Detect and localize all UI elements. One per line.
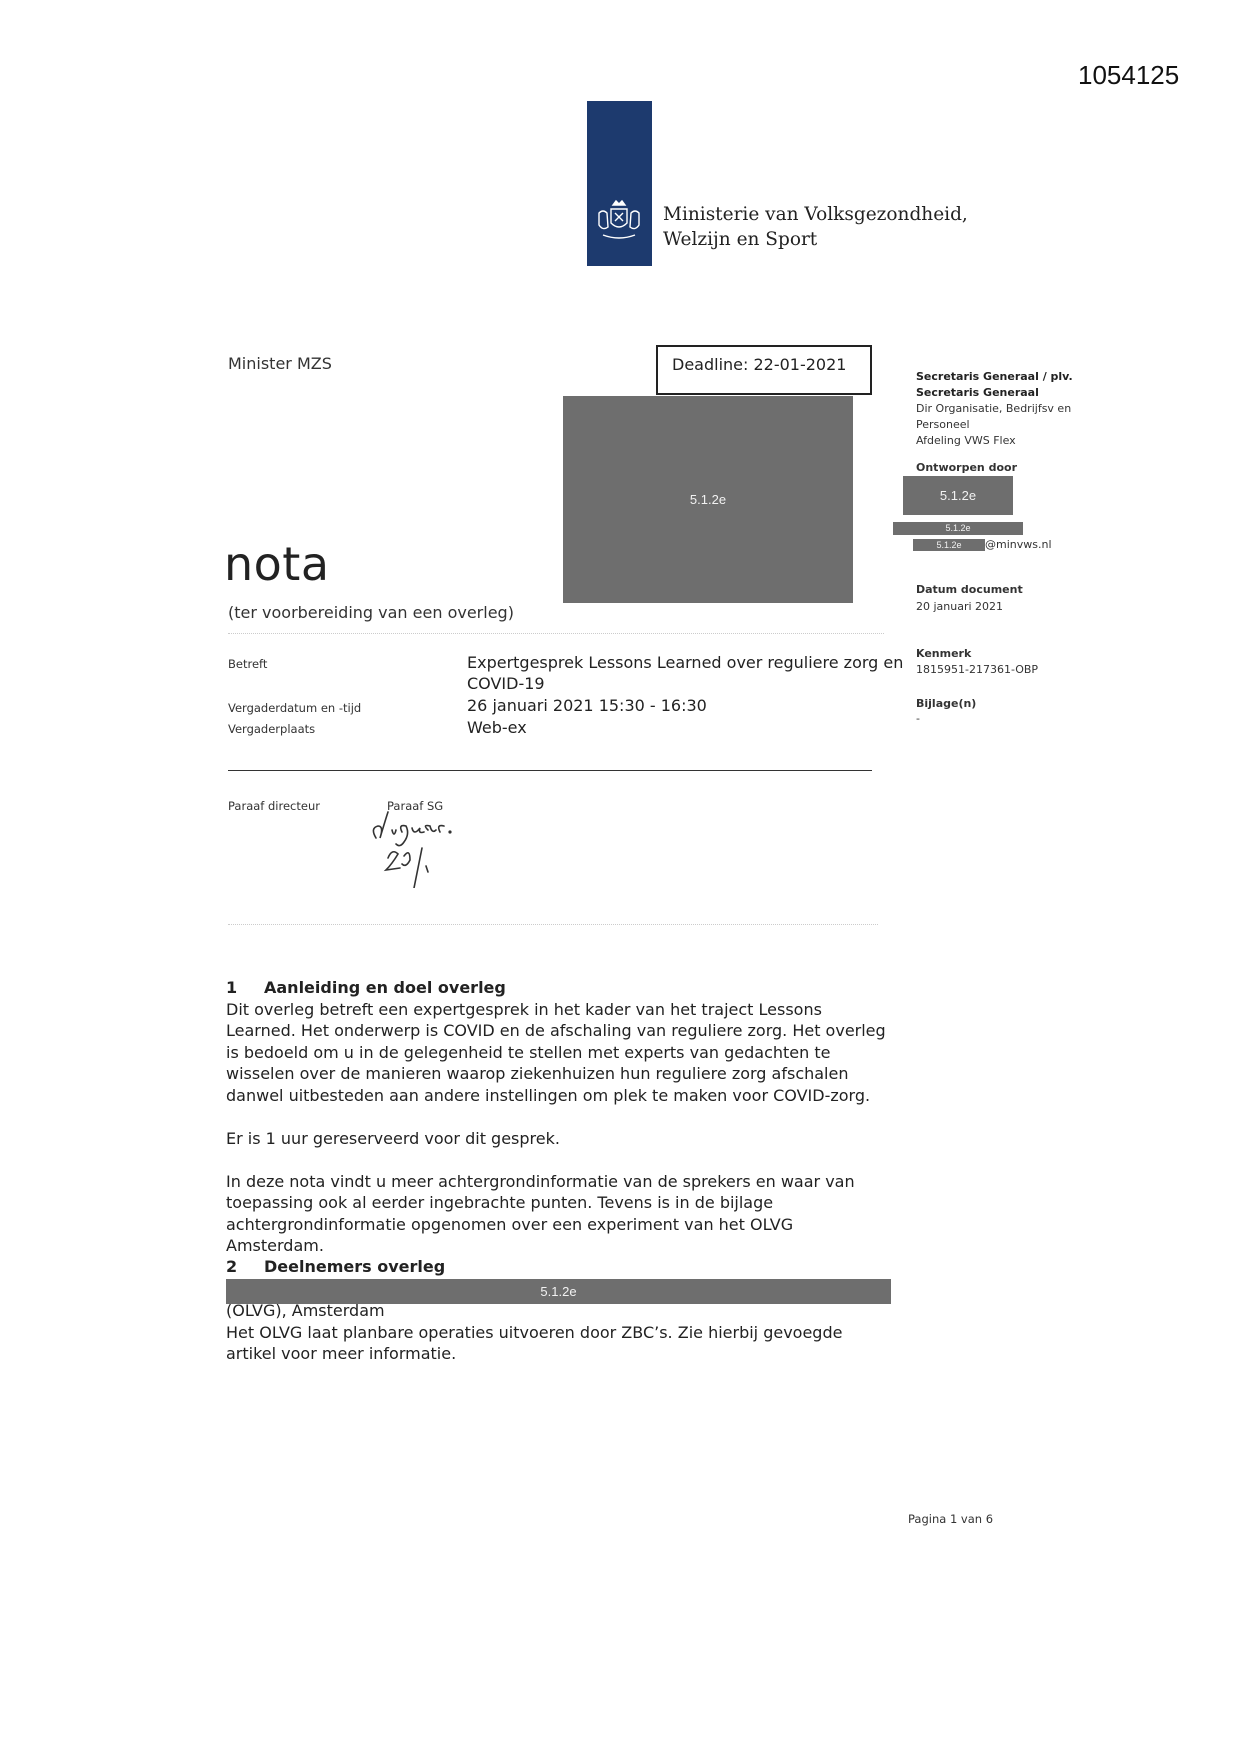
org-line4: Afdeling VWS Flex <box>916 434 1016 447</box>
section-2-title: Deelnemers overleg <box>264 1257 446 1276</box>
section-2-heading <box>226 1256 896 1278</box>
meeting-place-label: Vergaderplaats <box>228 722 316 736</box>
section-1-paragraph-1: Dit overleg betreft een expertgesprek in het kader van het traject Lessons Learned. Het onderwerp is COVID en de afschaling van reguliere zorg. Het overleg is bedoeld om u in de gelegenheid te stellen met experts van gedachten te wisselen over de manieren waarop ziekenhuizen hun reguliere zorg afschalen danwel uitbesteden aan andere instellingen om plek te maken voor COVID-zorg. <box>226 999 886 1105</box>
section-1-heading <box>226 977 896 999</box>
section-1-paragraph-3: In deze nota vindt u meer achtergrondinformatie van de sprekers en waar van toepassing ook al eerder ingebrachte punten. Tevens is in de bijlage achtergrondinformatie opgenomen over een experiment van het OLVG Amsterdam. <box>226 1171 855 1255</box>
ministry-name-line1: Ministerie van Volksgezondheid, <box>663 204 968 225</box>
section-1-paragraph-2: Er is 1 uur gereserveerd voor dit gesprek. <box>226 1128 560 1148</box>
redaction-block: 5.1.2e <box>563 396 853 603</box>
section-2-line-2: Het OLVG laat planbare operaties uitvoeren door ZBC’s. Zie hierbij gevoegde artikel voor meer informatie. <box>226 1322 843 1363</box>
divider-dotted-2 <box>228 924 878 925</box>
bijlage-label: Bijlage(n) <box>916 697 977 710</box>
paraaf-directeur-label: Paraaf directeur <box>228 799 320 813</box>
section-2-body <box>226 1300 896 1365</box>
section-2-number: 2 <box>226 1257 238 1276</box>
org-line3: Dir Organisatie, Bedrijfsv en Personeel <box>916 402 1072 431</box>
document-title: nota <box>224 537 330 591</box>
divider-line <box>228 770 872 771</box>
email-domain: @minvws.nl <box>985 538 1052 551</box>
deadline-box: Deadline: 22-01-2021 <box>656 345 872 395</box>
meeting-datetime-label: Vergaderdatum en -tijd <box>228 701 362 715</box>
org-line1: Secretaris Generaal / plv. <box>916 370 1073 383</box>
page-number: Pagina 1 van 6 <box>908 1512 994 1526</box>
meeting-place-value: Web-ex <box>467 718 527 737</box>
kenmerk-label: Kenmerk <box>916 647 972 660</box>
betreft-value: Expertgesprek Lessons Learned over reguliere zorg en COVID-19 <box>467 653 904 693</box>
date-label: Datum document <box>916 583 1023 596</box>
org-line2: Secretaris Generaal <box>916 386 1039 399</box>
ministry-logo-bar <box>587 101 652 266</box>
section-1-number: 1 <box>226 978 238 997</box>
section-2-line-1: (OLVG), Amsterdam <box>226 1301 385 1320</box>
meeting-datetime-value: 26 januari 2021 15:30 - 16:30 <box>467 696 707 715</box>
date-value: 20 januari 2021 <box>916 600 1004 613</box>
redaction-designer: 5.1.2e <box>903 476 1013 515</box>
betreft-label: Betreft <box>228 657 268 671</box>
document-number: 1054125 <box>1078 60 1180 90</box>
divider-dotted <box>228 633 884 634</box>
kenmerk-value: 1815951-217361-OBP <box>916 663 1039 676</box>
redaction-small-1: 5.1.2e <box>893 522 1023 535</box>
document-subtitle: (ter voorbereiding van een overleg) <box>228 603 514 622</box>
ministry-name-line2: Welzijn en Sport <box>663 229 818 250</box>
bijlage-value: - <box>916 712 920 725</box>
ministry-name <box>663 202 968 252</box>
redaction-small-2: 5.1.2e <box>913 539 985 551</box>
crest-icon <box>593 195 645 247</box>
designed-by-label: Ontworpen door <box>916 461 1017 474</box>
section-1 <box>226 977 896 1257</box>
addressee: Minister MZS <box>228 354 332 373</box>
section-1-title: Aanleiding en doel overleg <box>264 978 506 997</box>
paraaf-sg-label: Paraaf SG <box>387 799 444 813</box>
sidebar-organisation <box>916 369 1116 449</box>
handwritten-signature <box>366 808 476 888</box>
redaction-participant: 5.1.2e <box>226 1279 891 1304</box>
